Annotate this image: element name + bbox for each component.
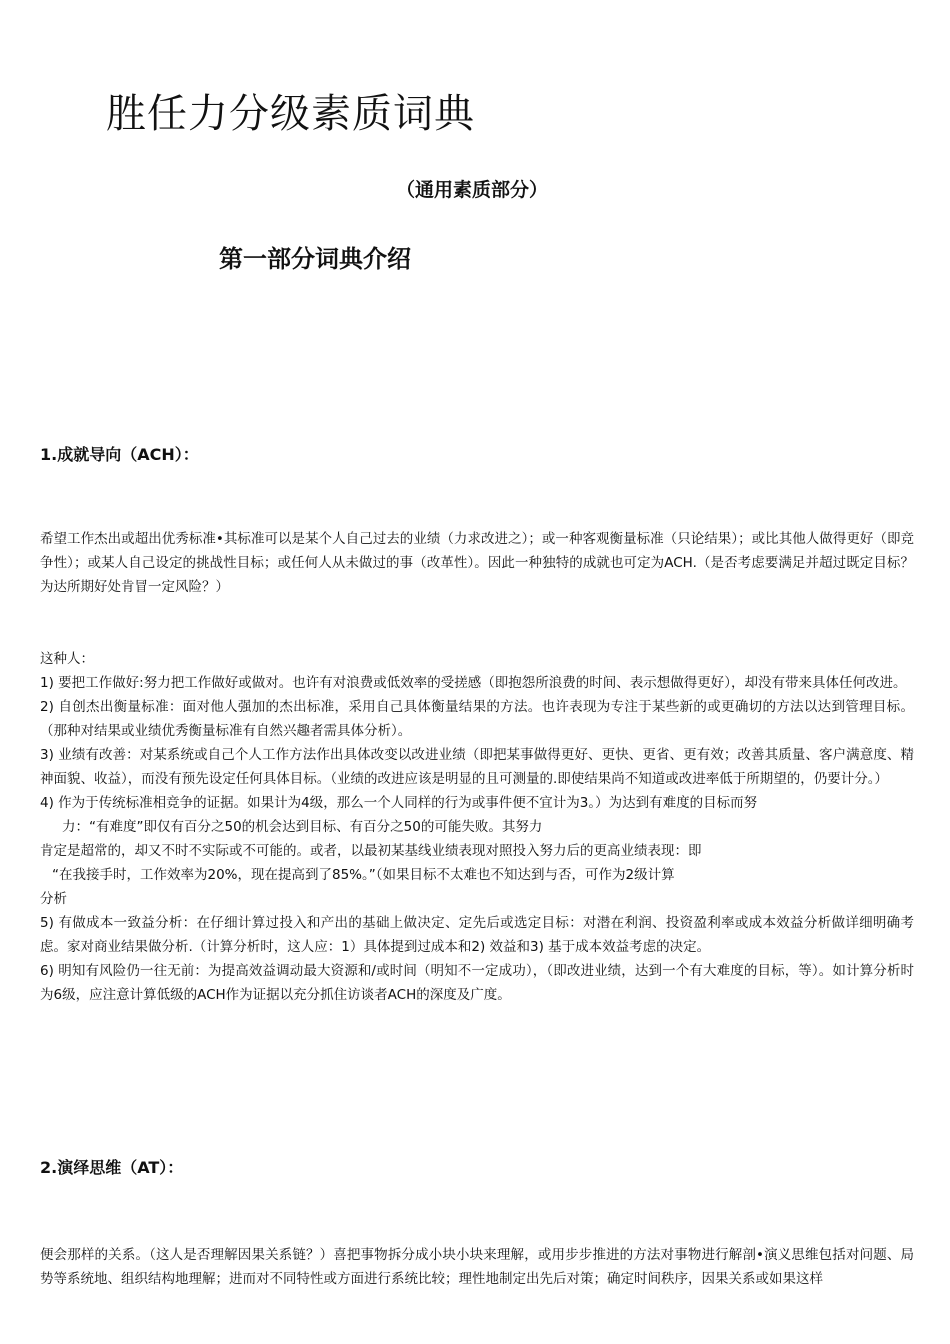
- paragraph: 便会那样的关系。（这人是否理解因果关系链？）喜把事物拆分成小块小块来理解，或用步步推进的方法对事物进行解剖•演义思维包括对问题、局势等系统地、组织结构地理解；进而对不同特性或方面进行系统比较；理性地制定出先后对策；确定时间秩序，因果关系或如果这样: [40, 1247, 914, 1287]
- section-heading-ach: 1.成就导向（ACH）：: [40, 445, 199, 464]
- ach-level-list: [40, 647, 914, 1007]
- list-item: 肯定是超常的，却又不时不实际或不可能的。或者，以最初某基线业绩表现对照投入努力后的更高业绩表现：即: [40, 843, 702, 859]
- page-subtitle: （通用素质部分）: [396, 179, 549, 201]
- list-lead: 这种人：: [40, 651, 94, 667]
- list-item: 1) 要把工作做好:努力把工作做好或做对。也许有对浪费或低效率的受搓感（即抱怨所浪费的时间、表示想做得更好），却没有带来具体任何改进。: [40, 675, 907, 691]
- section-heading-at: 2.演绎思维（AT）：: [40, 1158, 184, 1177]
- list-item: 5) 有做成本一致益分析：在仔细计算过投入和产出的基础上做决定、定先后或选定目标：对潜在利润、投资盈利率或成本效益分析做详细明确考虑。家对商业结果做分析.（计算分析时，这人应：1）具体提到过成本和2) 效益和3) 基于成本效益考虑的决定。: [40, 915, 914, 955]
- list-item: 分析: [40, 891, 67, 907]
- part-heading: 第一部分词典介绍: [219, 245, 411, 273]
- list-item: 6) 明知有风险仍一往无前：为提高效益调动最大资源和/或时间（明知不一定成功），（即改进业绩，达到一个有大难度的目标，等）。如计算分析时为6级，应注意计算低级的ACH作为证据以充分抓住访谈者ACH的深度及广度。: [40, 963, 914, 1003]
- section-intro-ach: [40, 527, 914, 599]
- page-title: 胜任力分级素质词典: [106, 91, 475, 137]
- list-item: “在我接手时，工作效率为20%，现在提高到了85%。”（如果目标不太难也不知达到与否，可作为2级计算: [52, 867, 675, 883]
- section-intro-at: [40, 1243, 914, 1291]
- list-item: 2) 自创杰出衡量标准：面对他人强加的杰出标准，采用自己具体衡量结果的方法。也许表现为专注于某些新的或更确切的方法以达到管理目标。（那种对结果或业绩优秀衡量标准有自然兴趣者需具体分析）。: [40, 699, 914, 739]
- paragraph: 希望工作杰出或超出优秀标准•其标准可以是某个人自己过去的业绩（力求改进之）；或一种客观衡量标准（只论结果）；或比其他人做得更好（即竞争性）；或某人自己设定的挑战性目标；或任何人从未做过的事（改革性）。因此一种独特的成就也可定为ACH.（是否考虑要满足并超过既定目标？为达所期好处肯冒一定风险？）: [40, 531, 914, 595]
- list-item: 4) 作为于传统标准相竞争的证据。如果计为4级，那么一个人同样的行为或事件便不宜计为3。）为达到有难度的目标而努: [40, 795, 758, 811]
- list-item: 力：“有难度”即仅有百分之50的机会达到目标、有百分之50的可能失败。其努力: [62, 819, 543, 835]
- list-item: 3) 业绩有改善：对某系统或自己个人工作方法作出具体改变以改进业绩（即把某事做得更好、更快、更省、更有效；改善其质量、客户满意度、精神面貌、收益），而没有预先设定任何具体目标。（业绩的改进应该是明显的且可测量的.即使结果尚不知道或改进率低于所期望的，仍要计分。）: [40, 747, 914, 787]
